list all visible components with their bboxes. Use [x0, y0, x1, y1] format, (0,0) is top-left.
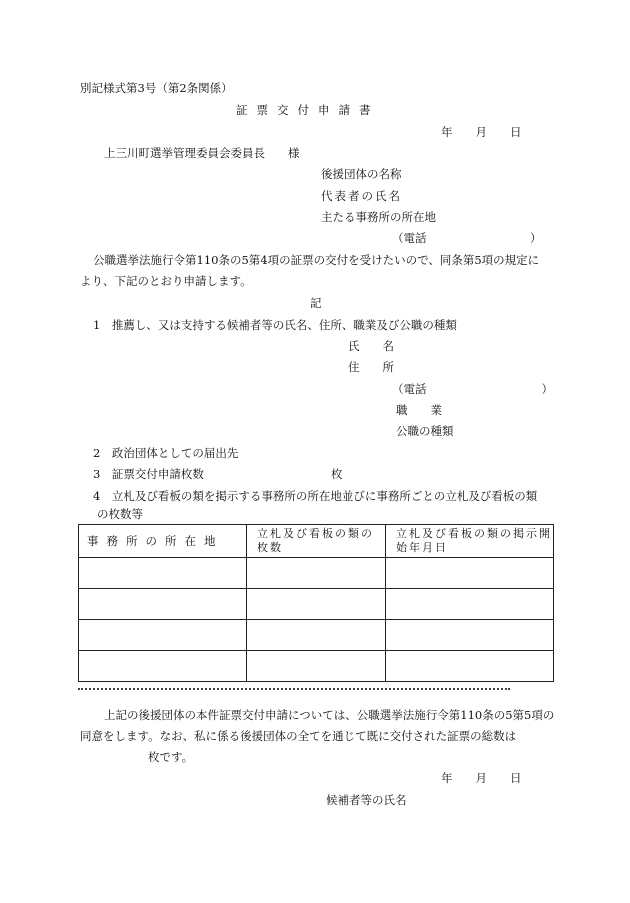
- table-cell[interactable]: [79, 620, 247, 651]
- table-cell[interactable]: [386, 558, 554, 589]
- header-display-start-date: 立札及び看板の類の掲示開始年月日: [386, 525, 554, 558]
- candidate-address-label: 住 所: [348, 360, 394, 374]
- intro-line-2: より、下記のとおり申請します。: [80, 274, 252, 288]
- table-row: [79, 558, 554, 589]
- table-cell[interactable]: [247, 558, 386, 589]
- candidate-occupation-label: 職 業: [396, 403, 442, 417]
- table-header-row: [79, 525, 554, 558]
- table-cell[interactable]: [386, 620, 554, 651]
- form-number: 別記様式第3号（第2条関係）: [80, 81, 233, 95]
- item-4-line-2: の枚数等: [97, 507, 143, 521]
- item-3-text: 3 証票交付申請枚数: [93, 467, 204, 481]
- header-signboard-count: 立札及び看板の類の枚数: [247, 525, 386, 558]
- intro-line-1: 公職選挙法施行令第110条の5第4項の証票の交付を受けたいので、同条第5項の規定に: [93, 253, 540, 267]
- table-cell[interactable]: [247, 589, 386, 620]
- document-title: 証票交付申請書: [236, 103, 380, 117]
- dotted-divider: [78, 688, 510, 690]
- item-3-unit: 枚: [331, 467, 343, 481]
- consent-line-2: 同意をします。なお、私に係る後援団体の全てを通じて既に交付された証票の総数は: [80, 729, 517, 743]
- table-cell[interactable]: [79, 651, 247, 682]
- table-row: [79, 651, 554, 682]
- table-cell[interactable]: [247, 620, 386, 651]
- table-row: [79, 589, 554, 620]
- representative-name-label: 代表者の氏名: [321, 189, 402, 203]
- candidate-name-signature-label: 候補者等の氏名: [326, 793, 407, 807]
- table-row: [79, 620, 554, 651]
- consent-line-1: 上記の後援団体の本件証票交付申請については、公職選挙法施行令第110条の5第5項の: [104, 708, 555, 722]
- table-cell[interactable]: [247, 651, 386, 682]
- consent-date: 年 月 日: [441, 771, 522, 785]
- office-address-label: 主たる事務所の所在地: [321, 210, 436, 224]
- office-signboard-table: [78, 524, 554, 682]
- candidate-name-field-label: 氏 名: [348, 339, 394, 353]
- table-cell[interactable]: [386, 589, 554, 620]
- item-4-line-1: 4 立札及び看板の類を掲示する事務所の所在地並びに事務所ごとの立札及び看板の類: [93, 489, 538, 503]
- application-date: 年 月 日: [441, 125, 522, 139]
- addressee: 上三川町選挙管理委員会委員長 様: [104, 146, 300, 160]
- applicant-phone-label: （電話 ）: [392, 231, 542, 245]
- public-office-type-label: 公職の種類: [396, 424, 454, 438]
- item-2-text: 2 政治団体としての届出先: [93, 446, 239, 460]
- ki-heading: 記: [310, 296, 322, 310]
- table-cell[interactable]: [79, 558, 247, 589]
- candidate-phone-label: （電話 ）: [392, 382, 553, 396]
- table-cell[interactable]: [79, 589, 247, 620]
- consent-line-3: 枚です。: [148, 750, 194, 764]
- org-name-label: 後援団体の名称: [321, 167, 402, 181]
- table-cell[interactable]: [386, 651, 554, 682]
- header-office-address: 事務所の所在地: [79, 525, 247, 558]
- item-1-text: 1 推薦し、又は支持する候補者等の氏名、住所、職業及び公職の種類: [93, 318, 457, 332]
